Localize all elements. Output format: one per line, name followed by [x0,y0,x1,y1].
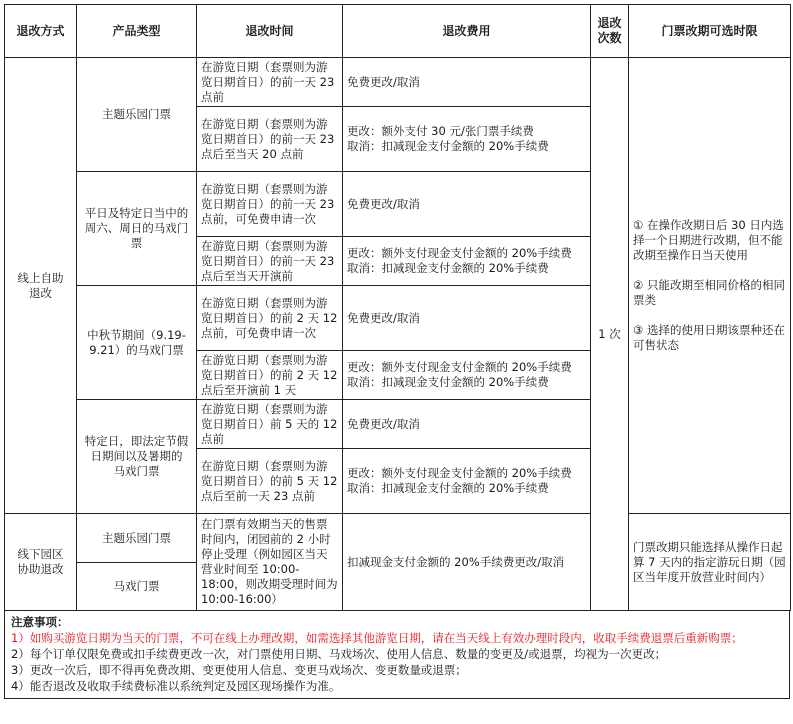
note-item-1: 1）如购买游览日期为当天的门票，不可在线上办理改期，如需选择其他游览日期，请在当天线上有效办理时段内，收取手续费退票后重新购票； [11,631,743,645]
time-cell: 在游览日期（套票则为游览日期首日）的前一天 23 点前 [197,58,343,107]
time-cell: 在门票有效期当天的售票时间内，闭园前的 2 小时停止受理（例如园区当天营业时间至 10:00-18:00，则改期受理时间为 10:00-16:00） [197,514,343,611]
online-reschedule-limits: ① 在操作改期日后 30 日内选择一个日期进行改期，但不能改期至操作日当天使用 ② 只能改期至相同价格的相同票类 ③ 选择的使用日期该票种还在可售状态 [629,58,791,514]
product-midautumn-circus: 中秋节期间（9.19-9.21）的马戏门票 [77,286,197,400]
header-product-type: 产品类型 [77,5,197,58]
note-item-2: 2）每个订单仅限免费或扣手续费更改一次，对门票使用日期、马戏场次、使用人信息、数量的变更及/或退票，均视为一次更改； [11,647,667,661]
fee-cell: 免费更改/取消 [343,58,591,107]
product-offline-theme-park: 主题乐园门票 [77,514,197,563]
change-count: 1 次 [591,58,629,611]
product-holiday-circus: 特定日，即法定节假日期间以及暑期的 马戏门票 [77,400,197,514]
product-offline-circus: 马戏门票 [77,563,197,611]
method-online: 线上自助 退改 [5,58,77,514]
fee-cell: 免费更改/取消 [343,286,591,351]
notes-section [4,611,790,699]
fee-cell: 更改：额外支付 30 元/张门票手续费 取消：扣减现金支付金额的 20%手续费 [343,107,591,172]
header-fee: 退改费用 [343,5,591,58]
fee-cell: 更改：额外支付现金支付金额的 20%手续费 取消：扣减现金支付金额的 20%手续费 [343,449,591,514]
fee-cell: 免费更改/取消 [343,400,591,449]
time-cell: 在游览日期（套票则为游览日期首日）的前一天 23 点后至当天 20 点前 [197,107,343,172]
table-row [5,514,791,563]
product-weekend-circus: 平日及特定日当中的周六、周日的马戏门票 [77,172,197,286]
time-cell: 在游览日期（套票则为游览日期首日）前 5 天的 12 点前 [197,400,343,449]
notes-title: 注意事项： [11,615,69,629]
time-cell: 在游览日期（套票则为游览日期首日）的前 5 天 12 点后至前一天 23 点前 [197,449,343,514]
table-row [5,58,791,107]
time-cell: 在游览日期（套票则为游览日期首日）的前 2 天 12 点后至开演前 1 天 [197,351,343,400]
header-reschedule-limit: 门票改期可选时限 [629,5,791,58]
method-offline: 线下园区 协助退改 [5,514,77,611]
fee-cell: 更改：额外支付现金支付金额的 20%手续费 取消：扣减现金支付金额的 20%手续费 [343,351,591,400]
fee-cell: 更改：额外支付现金支付金额的 20%手续费 取消：扣减现金支付金额的 20%手续费 [343,237,591,286]
time-cell: 在游览日期（套票则为游览日期首日）的前一天 23 点后至当天开演前 [197,237,343,286]
offline-reschedule-limits: 门票改期只能选择从操作日起算 7 天内的指定游玩日期（园区当年度开放营业时间内） [629,514,791,611]
refund-policy-document [4,4,790,699]
time-cell: 在游览日期（套票则为游览日期首日）的前 2 天 12 点前，可免费申请一次 [197,286,343,351]
product-theme-park: 主题乐园门票 [77,58,197,172]
header-time: 退改时间 [197,5,343,58]
note-item-4: 4）能否退改及收取手续费标准以系统判定及园区现场操作为准。 [11,679,341,693]
fee-cell: 扣减现金支付金额的 20%手续费更改/取消 [343,514,591,611]
header-method: 退改方式 [5,5,77,58]
time-cell: 在游览日期（套票则为游览日期首日）的前一天 23 点前，可免费申请一次 [197,172,343,237]
refund-policy-table [4,4,791,611]
note-item-3: 3）更改一次后，即不得再免费改期、变更使用人信息、变更马戏场次、变更数量或退票； [11,663,467,677]
header-count: 退改 次数 [591,5,629,58]
table-header-row [5,5,791,58]
fee-cell: 免费更改/取消 [343,172,591,237]
